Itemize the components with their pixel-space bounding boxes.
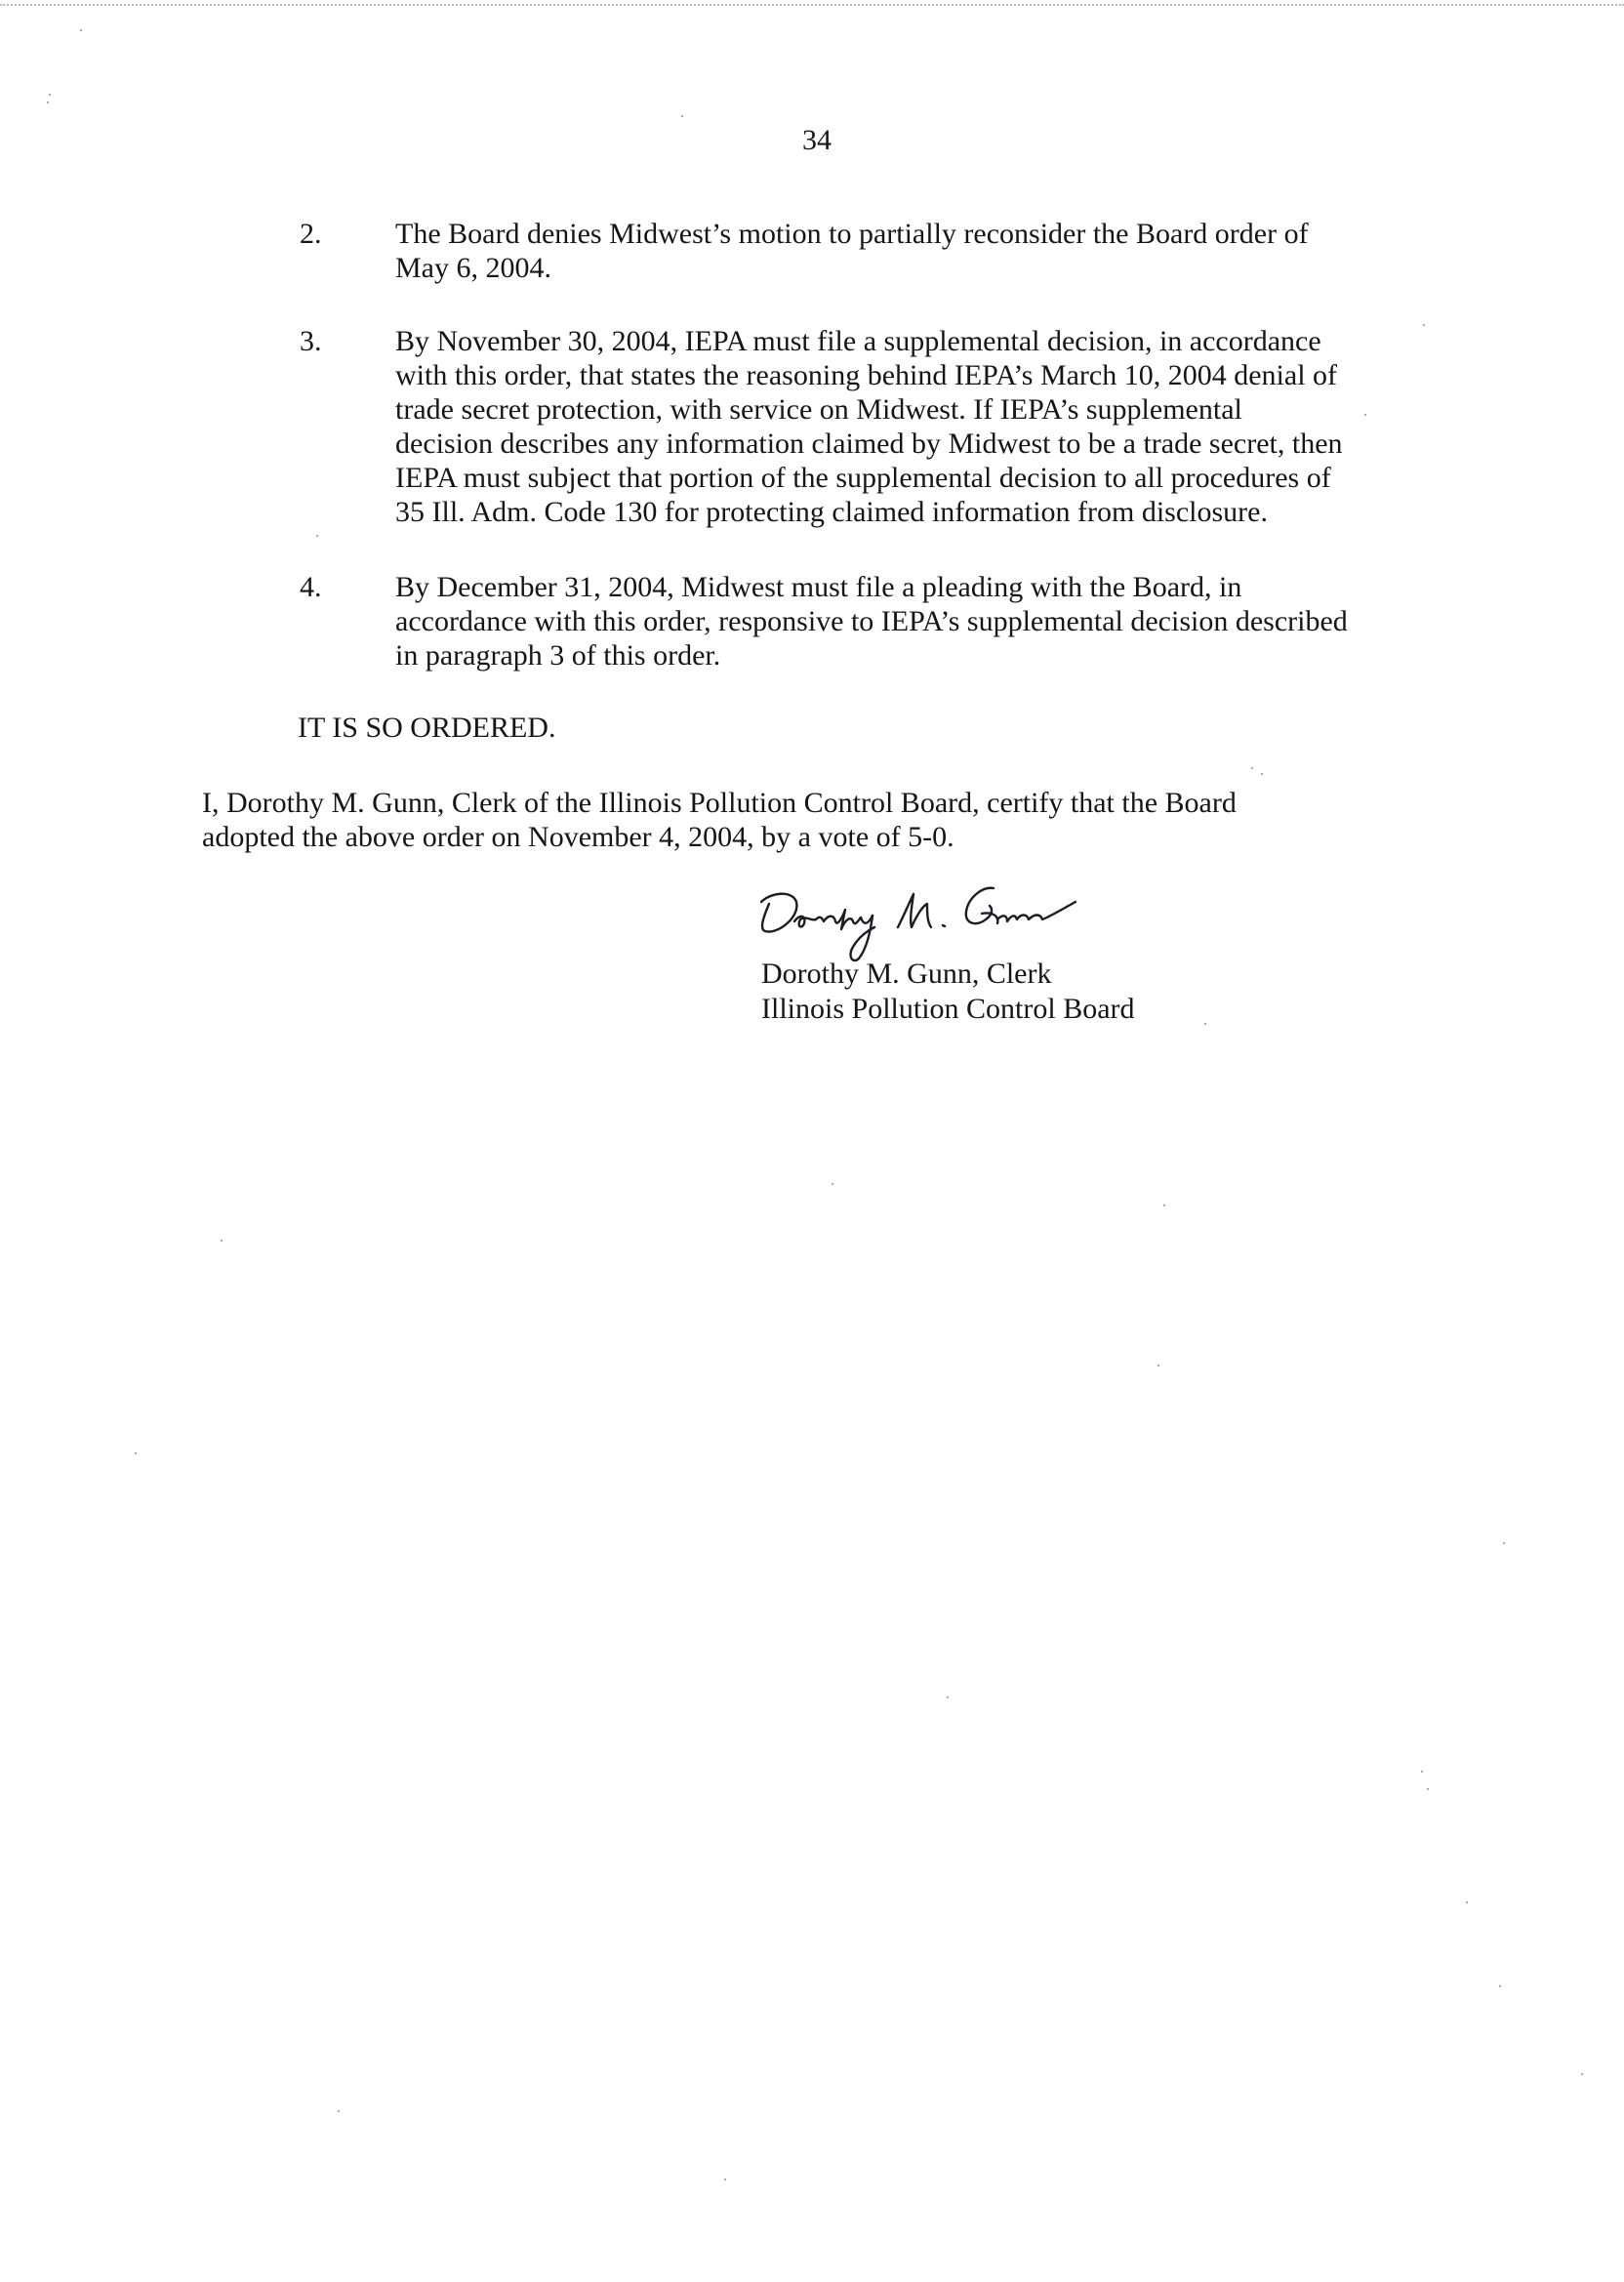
scan-speck: [47, 102, 49, 103]
scan-speck: [80, 29, 82, 31]
signature-strokes: [761, 888, 1076, 960]
order-item-text: By December 31, 2004, Midwest must file a pleading with the Board, in accordance with this order, responsive to IEPA’s supplemental decision described in paragraph 3 of this order.: [395, 571, 1348, 672]
scan-speck: [49, 94, 51, 96]
scan-edge-line: [0, 4, 1624, 6]
scan-speck: [1466, 1901, 1468, 1903]
scan-speck: [338, 2110, 340, 2112]
order-item-number: 4.: [300, 571, 322, 603]
scan-speck: [724, 2179, 726, 2180]
page-number: 34: [802, 124, 832, 156]
scan-speck: [1423, 324, 1425, 326]
handwritten-signature: [751, 859, 1103, 966]
signer-block: [761, 957, 1135, 1027]
scan-speck: [681, 115, 683, 117]
order-item-number: 2.: [300, 218, 322, 250]
order-item-number: 3.: [300, 325, 322, 357]
signer-organization: Illinois Pollution Control Board: [761, 993, 1135, 1025]
scan-speck: [1427, 1788, 1429, 1790]
scan-speck: [1499, 1985, 1501, 1987]
order-item-text: By November 30, 2004, IEPA must file a supplemental decision, in accordance with this order, that states the reasoning behind IEPA’s March 10, 2004 denial of trade secret protection, with service on Midwest. If IEPA’s supplemental decision describes any information claimed by Midwest to be a trade secret, then IEPA must subject that portion of the supplemental decision to all procedures of 35 Ill. Adm. Code 130 for protecting claimed information from disclosure.: [395, 325, 1343, 528]
scan-speck: [832, 1183, 833, 1185]
scan-speck: [1163, 1204, 1165, 1206]
scan-speck: [947, 1696, 949, 1698]
scan-speck: [1251, 767, 1253, 769]
scan-speck: [1157, 1365, 1159, 1366]
scan-speck: [316, 535, 318, 537]
order-item-text: The Board denies Midwest’s motion to partially reconsider the Board order of May 6, 2004.: [395, 218, 1309, 284]
order-statement: IT IS SO ORDERED.: [298, 712, 556, 744]
scan-speck: [221, 1240, 223, 1242]
certification-paragraph: I, Dorothy M. Gunn, Clerk of the Illinois Pollution Control Board, certify that the Board adopted the above order on November 4, 2004, by a vote of 5-0.: [202, 787, 1237, 853]
scan-speck: [1421, 1771, 1423, 1773]
scan-speck: [1204, 1023, 1206, 1025]
scan-speck: [1581, 2073, 1583, 2075]
signer-name-title: Dorothy M. Gunn, Clerk: [761, 958, 1052, 990]
scan-speck: [135, 1452, 137, 1454]
scan-speck: [1261, 773, 1263, 775]
scan-speck: [1503, 1542, 1505, 1544]
scan-speck: [1364, 414, 1366, 416]
